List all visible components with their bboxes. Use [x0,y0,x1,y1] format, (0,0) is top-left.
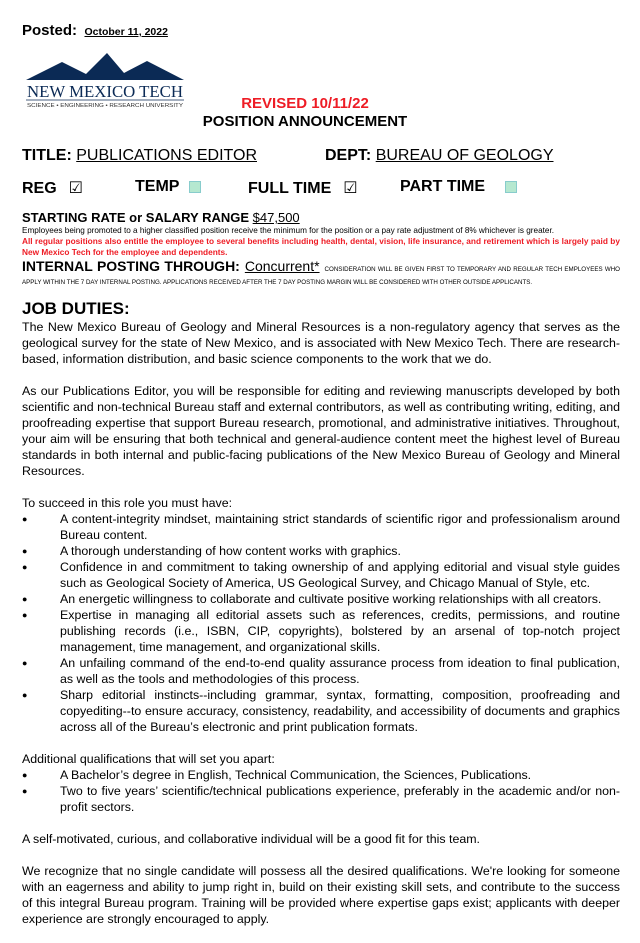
extra-intro: Additional qualifications that will set you apart: [22,752,275,766]
type-full-time [248,178,358,198]
internal-posting [22,258,620,287]
dept-value: BUREAU OF GEOLOGY [375,147,554,164]
posted-label: Posted: [22,22,78,39]
revised-date: REVISED 10/11/22 [241,95,369,112]
checked-box-icon: ☑ [343,180,358,197]
posted-line [22,22,168,40]
promotion-note: Employees being promoted to a higher classified position receive the minimum for the position or a pay rate adjustment of 8% whichever is greater. [22,226,555,235]
svg-text:NEW MEXICO TECH: NEW MEXICO TECH [27,82,183,101]
list-item: ● An unfailing command of the end-to-end quality assurance process from ideation to final publication, as well as the tools and methodologies of this process. [22,655,620,687]
type-part-time [400,178,517,196]
list-item: ● A Bachelor’s degree in English, Technical Communication, the Sciences, Publications. [22,767,620,783]
checked-box-icon: ☑ [68,180,84,197]
title-field [22,147,257,165]
fit-paragraph: A self-motivated, curious, and collaborative individual will be a good fit for this team. [22,832,480,846]
announcement-body [22,210,620,943]
reg-label: REG [22,180,57,197]
title-label: TITLE: [22,147,72,164]
internal-value: Concurrent* [244,258,320,274]
role-paragraph: As our Publications Editor, you will be responsible for editing and reviewing manuscripts developed by both scientific and non-technical Bureau staff and external contributors, as well as contributing writing, editing, and proofreading expertise that support Bureau research, promotional, and administrative initiatives. Throughout, your aim will be ensuring that both technical and general-audience content meet the highest level of Bureau standards in both internal and public-facing publications of the New Mexico Bureau of Geology and Mineral Resources. [22,384,620,478]
job-duties-heading: JOB DUTIES: [22,299,130,318]
internal-note: CONSIDERATION WILL BE GIVEN FIRST TO TEMPORARY AND REGULAR TECH EMPLOYEES WHO APPLY WITHIN THE 7 DAY INTERNAL POSTING. APPLICATIONS RECEIVED AFTER THE 7 DAY POSTING MARGIN WILL BE CONSIDERED WITH OTHER OUTSIDE APPLICANTS. [22,266,620,286]
must-intro: To succeed in this role you must have: [22,496,233,510]
part-time-label: PART TIME [400,178,486,195]
list-item: ● An energetic willingness to collaborate and cultivate positive working relationships with all creators. [22,591,620,607]
list-item: ● Two to five years’ scientific/technical publications experience, preferably in the academic and/or non-profit sectors. [22,783,620,815]
title-value: PUBLICATIONS EDITOR [76,147,257,164]
temp-label: TEMP [135,178,180,195]
dept-field [325,147,554,165]
salary-value: $47,500 [252,210,300,225]
list-item: ● A content-integrity mindset, maintaining strict standards of scientific rigor and professionalism around Bureau content. [22,511,620,543]
svg-text:SCIENCE • ENGINEERING • RESEAR: SCIENCE • ENGINEERING • RESEARCH UNIVERSITY [27,103,184,109]
posted-date: October 11, 2022 [84,26,168,38]
list-item: ● Confidence in and commitment to taking ownership of and applying editorial and visual style guides such as Geological Society of America, US Geological Survey, and Chicago Manual of Style, etc. [22,559,620,591]
page-title: POSITION ANNOUNCEMENT [202,113,408,130]
mountain-logo-icon [24,53,186,109]
unchecked-box-icon [189,181,201,193]
type-temp [135,178,201,196]
salary-label: STARTING RATE or SALARY RANGE [22,210,250,225]
recognition-paragraph: We recognize that no single candidate will possess all the desired qualifications. We're looking for someone with an eagerness and ability to jump right in, build on their existing skill sets, and contribute to the success of this integral Bureau program. Training will be provided where expertise gaps exist; applicants with deeper experience are strongly encouraged to apply. [22,864,620,926]
intro-paragraph: The New Mexico Bureau of Geology and Mineral Resources is a non-regulatory agency that serves as the geological survey for the state of New Mexico, and is associated with New Mexico Tech. There are research-based, information distribution, and basic science components to the work that we do. [22,320,620,366]
extra-list [22,767,620,815]
nmt-logo [24,53,186,109]
full-time-label: FULL TIME [248,180,332,197]
unchecked-box-icon [505,181,517,193]
internal-label: INTERNAL POSTING THROUGH: [22,258,240,274]
salary-line [22,210,620,226]
list-item: ● A thorough understanding of how content works with graphics. [22,543,620,559]
dept-label: DEPT: [325,147,372,164]
type-reg [22,178,83,198]
list-item: ● Expertise in managing all editorial assets such as references, credits, permissions, and routine publishing records (i.e., ISBN, CIP, copyrights), bolstered by an arsenal of top-notch project management, time management, and organizational skills. [22,607,620,655]
must-list [22,511,620,735]
list-item: ● Sharp editorial instincts--including grammar, syntax, formatting, composition, proofreading and copyediting--to ensure accuracy, consistency, readability, and accessibility of documents and graphics across all of the Bureau’s electronic and print publication formats. [22,687,620,735]
benefits-note: All regular positions also entitle the employee to several benefits including health, dental, vision, life insurance, and retirement which is largely paid by New Mexico Tech for the employee and dependents. [22,236,620,257]
